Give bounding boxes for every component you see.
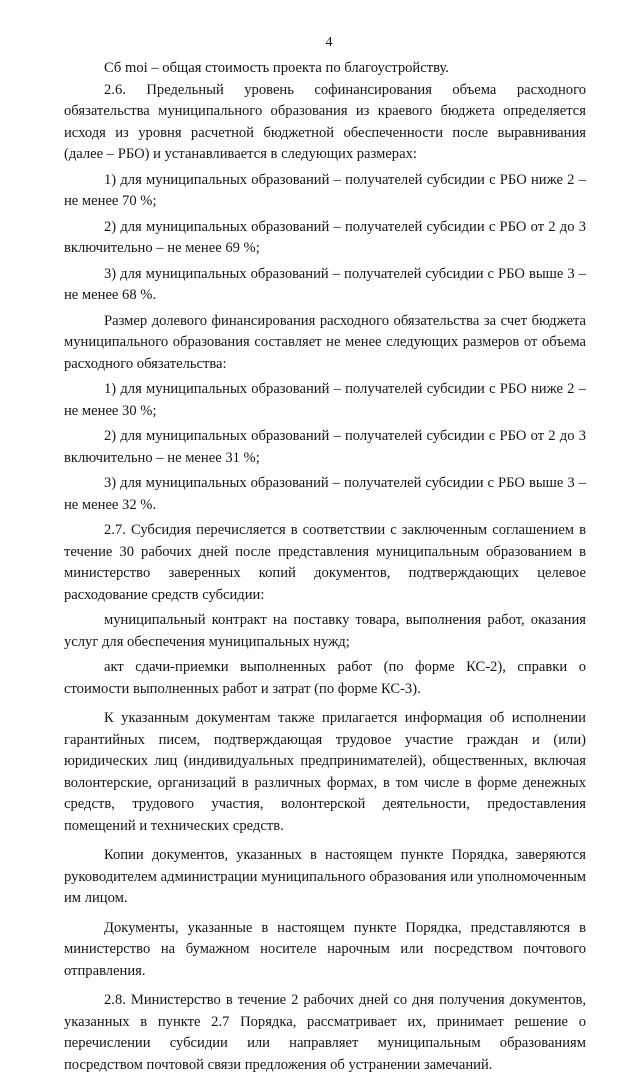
page-number: 4 xyxy=(325,35,333,50)
list-item-share-3: 3) для муниципальных образований – получателей субсидии с РБО выше 3 – не менее 32 %. xyxy=(64,475,586,513)
paragraph-2-7: 2.7. Субсидия перечисляется в соответствии с заключенным соглашением в течение 30 рабочих дней после представления муниципальным образованием в министерство заверенных копий документов, подтверждающих целевое расходование средств субсидии: xyxy=(64,522,586,603)
list-item-acceptance-act: акт сдачи-приемки выполненных работ (по форме КС-2), справки о стоимости выполненных работ и затрат (по форме КС-3). xyxy=(64,659,586,697)
document-page xyxy=(64,34,586,1076)
list-item-cofinancing-3: 3) для муниципальных образований – получателей субсидии с РБО выше 3 – не менее 68 %. xyxy=(64,265,586,303)
list-item-contract: муниципальный контракт на поставку товара, выполнения работ, оказания услуг для обеспечения муниципальных нужд; xyxy=(64,612,586,650)
paragraph-documents-submitted: Документы, указанные в настоящем пункте Порядка, представляются в министерство на бумажном носителе нарочным или посредством почтового отправления. xyxy=(64,919,586,979)
list-item-cofinancing-1: 1) для муниципальных образований – получателей субсидии с РБО ниже 2 – не менее 70 %; xyxy=(64,171,586,209)
paragraph-2-6: 2.6. Предельный уровень софинансирования объема расходного обязательства муниципального образования из краевого бюджета определяется исходя из уровня расчетной бюджетной обеспеченности после выравнивания (далее – РБО) и устанавливается в следующих размерах: xyxy=(64,81,586,162)
paragraph-attached-info: К указанным документам также прилагается информация об исполнении гарантийных писем, подтверждающая трудовое участие граждан и (или) юридических лиц (индивидуальных предпринимателей), общественных, включая волонтерские, организаций в различных формах, в том числе в форме денежных средств, трудового участия, волонтерской деятельности, предоставления помещений и технических средств. xyxy=(64,710,586,834)
list-item-share-1: 1) для муниципальных образований – получателей субсидии с РБО ниже 2 – не менее 30 %; xyxy=(64,381,586,419)
list-item-share-2: 2) для муниципальных образований – получателей субсидии с РБО от 2 до 3 включительно – не менее 31 %; xyxy=(64,428,586,466)
paragraph-share-financing: Размер долевого финансирования расходного обязательства за счет бюджета муниципального образования составляет не менее следующих размеров от объема расходного обязательства: xyxy=(64,312,586,372)
paragraph-2-8: 2.8. Министерство в течение 2 рабочих дней со дня получения документов, указанных в пункте 2.7 Порядка, рассматривает их, принимает решение о перечислении субсидии или направляет муниципальным образованиям посредством почтовой связи предложения об устранении замечаний. xyxy=(64,992,586,1073)
paragraph-cost-definition: Сб moi – общая стоимость проекта по благоустройству. xyxy=(104,60,449,76)
list-item-cofinancing-2: 2) для муниципальных образований – получателей субсидии с РБО от 2 до 3 включительно – не менее 69 %; xyxy=(64,218,586,256)
paragraph-copies-certified: Копии документов, указанных в настоящем пункте Порядка, заверяются руководителем администрации муниципального образования или уполномоченным им лицом. xyxy=(64,847,586,906)
